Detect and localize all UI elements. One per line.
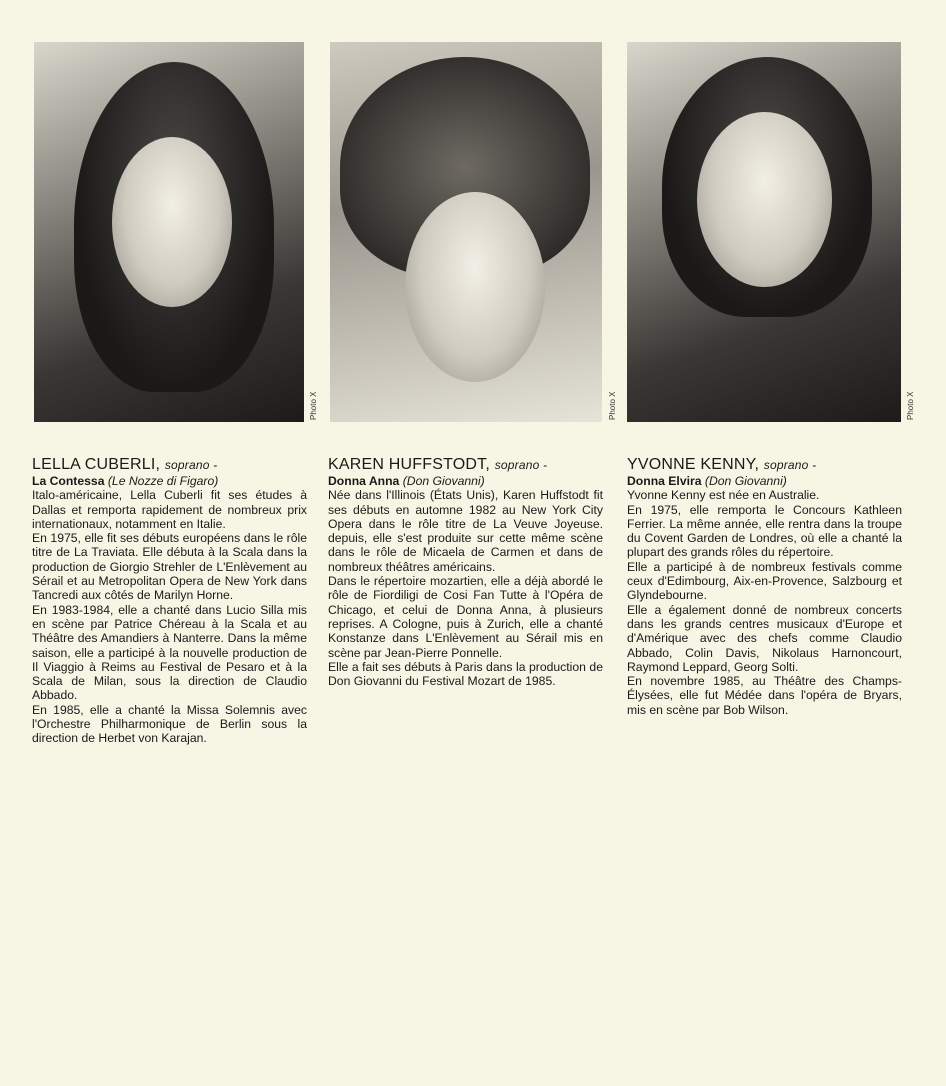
bio-paragraph: En 1975, elle remporta le Concours Kathleen Ferrier. La même année, elle rentra dans la troupe du Covent Garden de Londres, où elle a chanté la plupart des grands rôles du répertoire. (627, 502, 902, 560)
photo-credit: Photo X (309, 391, 318, 420)
opera-title: (Don Giovanni) (704, 474, 787, 488)
role-name: Donna Anna (328, 474, 400, 488)
voice-type: soprano - (164, 458, 218, 472)
opera-title: (Le Nozze di Figaro) (107, 474, 219, 488)
bio-paragraph: Elle a fait ses débuts à Paris dans la production de Don Giovanni du Festival Mozart de 1985. (328, 659, 603, 689)
bio-paragraph: En novembre 1985, au Théâtre des Champs-Élysées, elle fut Médée dans l'opéra de Bryars, mis en scène par Bob Wilson. (627, 674, 902, 717)
portrait-photo-karen-huffstodt (330, 42, 602, 422)
bio-paragraph: Dans le répertoire mozartien, elle a déjà abordé le rôle de Fiordiligi de Cosi Fan Tutte à l'Opéra de Chicago, et celui de Donna Anna, à plusieurs reprises. A Cologne, puis à Zurich, elle a chanté Konstanze dans L'Enlèvement au Sérail mis en scène par Jean-Pierre Ponnelle. (328, 574, 603, 660)
bio-paragraph: En 1985, elle a chanté la Missa Solemnis avec l'Orchestre Philharmonique de Berlin sous la direction de Herbet von Karajan. (32, 702, 307, 746)
photo-credit: Photo X (906, 391, 915, 420)
bio-column-karen-huffstodt (328, 456, 603, 688)
portrait-photo-yvonne-kenny (627, 42, 901, 422)
role-line (328, 474, 603, 488)
voice-type: soprano - (494, 458, 548, 472)
photo-credit: Photo X (608, 391, 617, 420)
bio-paragraph: En 1983-1984, elle a chanté dans Lucio Silla mis en scène par Patrice Chéreau à la Scala et au Théâtre des Amandiers à Nanterre. Dans la même saison, elle a participé à la nouvelle production de Il Viaggio à Reims au Festival de Pesaro et à la Scala de Milan, sous la direction de Claudio Abbado. (32, 602, 307, 703)
bio-paragraph: En 1975, elle fit ses débuts européens dans le rôle titre de La Traviata. Elle débuta à la Scala dans la production de Giorgio Strehler de L'Enlèvement au Sérail et au Metropolitan Opera de New York dans Tancredi aux côtés de Marilyn Horne. (32, 531, 307, 603)
voice-type: soprano - (763, 458, 817, 472)
bio-paragraph: Elle a également donné de nombreux concerts dans les grands centres musicaux d'Europe et d'Amérique avec des chefs comme Claudio Abbado, Colin Davis, Nikolaus Harnoncourt, Raymond Leppard, Georg Solti. (627, 602, 902, 674)
role-line (627, 474, 902, 488)
bio-paragraph: Elle a participé à de nombreux festivals comme ceux d'Edimbourg, Aix-en-Provence, Salzbourg et Glyndebourne. (627, 559, 902, 603)
role-line (32, 474, 307, 488)
bio-column-yvonne-kenny (627, 456, 902, 717)
singer-name-text: YVONNE KENNY, (627, 456, 760, 473)
role-name: La Contessa (32, 474, 105, 488)
portrait-photo-lella-cuberli (34, 42, 304, 422)
singer-name (328, 456, 603, 474)
singer-name (32, 456, 307, 474)
role-name: Donna Elvira (627, 474, 702, 488)
singer-name-text: KAREN HUFFSTODT, (328, 456, 491, 473)
bio-paragraph: Née dans l'Illinois (États Unis), Karen Huffstodt fit ses débuts en automne 1982 au New York City Opera dans le rôle titre de La Veuve Joyeuse. depuis, elle s'est produite sur cette même scène dans le rôle de Micaela de Carmen et dans de nombreux théâtres américains. (328, 488, 603, 574)
singer-name-text: LELLA CUBERLI, (32, 456, 161, 473)
bio-paragraph: Italo-américaine, Lella Cuberli fit ses études à Dallas et remporta rapidement de nombreux prix internationaux, notamment en Italie. (32, 488, 307, 531)
singer-name (627, 456, 902, 474)
bio-column-lella-cuberli (32, 456, 307, 746)
opera-title: (Don Giovanni) (402, 474, 485, 488)
bio-paragraph: Yvonne Kenny est née en Australie. (627, 488, 820, 503)
